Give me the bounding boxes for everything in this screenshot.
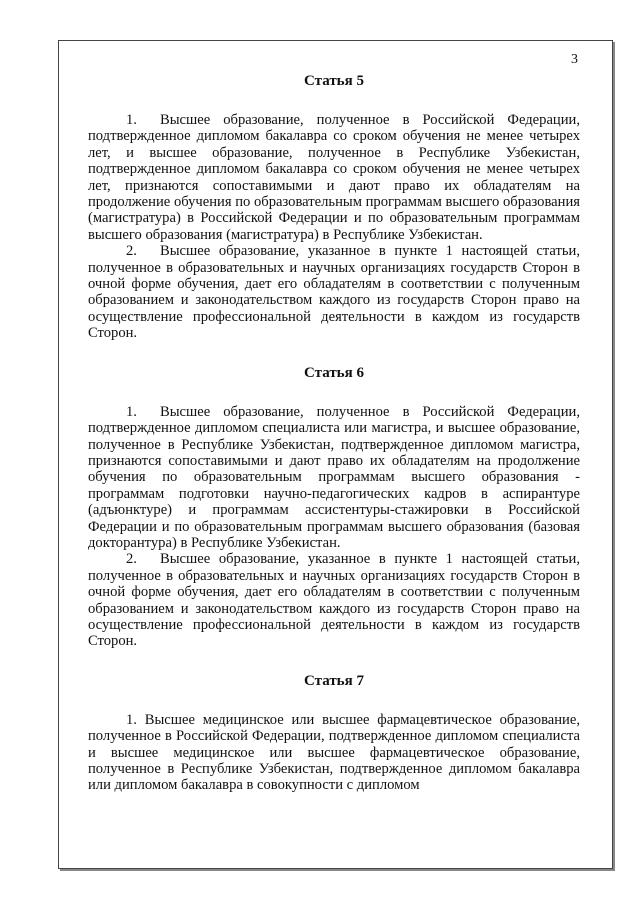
article-5-paragraph-2 <box>88 243 580 341</box>
article-7-paragraph-1 <box>88 712 580 794</box>
paragraph-number: 1. <box>126 403 137 420</box>
article-6-paragraph-2 <box>88 551 580 649</box>
paragraph-text: Высшее образование, полученное в Российской Федерации, подтвержденное дипломом бакалавра со сроком обучения не менее четырех лет, и высшее образование, полученное в Республике Узбекистан, подтвержденное дипломом бакалавра со сроком обучения не менее четырех лет, признаются сопоставимыми и дают право их обладателям на продолжение обучения по образовательным программам высшего образования (магистратура) в Российской Федерации и по образовательным программам высшего образования (магистратура) в Республике Узбекистан. <box>88 112 580 243</box>
paragraph-text: Высшее образование, указанное в пункте 1 настоящей статьи, полученное в образовательных и научных организациях государств Сторон в очной форме обучения, дает его обладателям в соответствии с полученным образованием и законодательством каждого из государств Сторон право на осуществление профессиональной деятельности в каждом из государств Сторон. <box>88 243 580 342</box>
paragraph-number: 2. <box>126 551 137 568</box>
article-5-heading: Статья 5 <box>304 73 364 89</box>
article-6-paragraph-1 <box>88 404 580 552</box>
paragraph-number: 1. <box>126 112 137 128</box>
article-7-heading: Статья 7 <box>304 672 364 689</box>
page-number: 3 <box>571 52 578 67</box>
paragraph-number: 2. <box>126 243 137 260</box>
paragraph-text: Высшее образование, указанное в пункте 1 настоящей статьи, полученное в образовательных и научных организациях государств Сторон в очной форме обучения, дает его обладателям в соответствии с полученным образованием и законодательством каждого из государств Сторон право на осуществление профессиональной деятельности в каждом из государств Сторон. <box>88 551 580 650</box>
article-5-paragraph-1 <box>88 112 580 243</box>
paragraph-text: Высшее образование, полученное в Российской Федерации, подтвержденное дипломом специалиста или магистра, и высшее образование, полученное в Республике Узбекистан, подтвержденное дипломом магистра, признаются сопоставимыми и дают право их обладателям на продолжение обучения по образовательным программам высшего образования - программам подготовки научно-педагогических кадров в аспирантуре (адъюнктуре) и программам ассистентуры-стажировки в Российской Федерации и по образовательным программам высшего образования (базовая докторантура) в Республике Узбекистан. <box>88 403 580 551</box>
article-6-heading: Статья 6 <box>304 364 364 381</box>
paragraph-text: Высшее медицинское или высшее фармацевтическое образование, полученное в Российской Федерации, подтвержденное дипломом специалиста и высшее медицинское или высшее фармацевтическое образование, полученное в Республике Узбекистан, подтвержденное дипломом бакалавра или дипломом бакалавра в совокупности с дипломом <box>88 711 580 794</box>
document-body <box>88 72 580 794</box>
paragraph-number: 1. <box>126 711 137 728</box>
